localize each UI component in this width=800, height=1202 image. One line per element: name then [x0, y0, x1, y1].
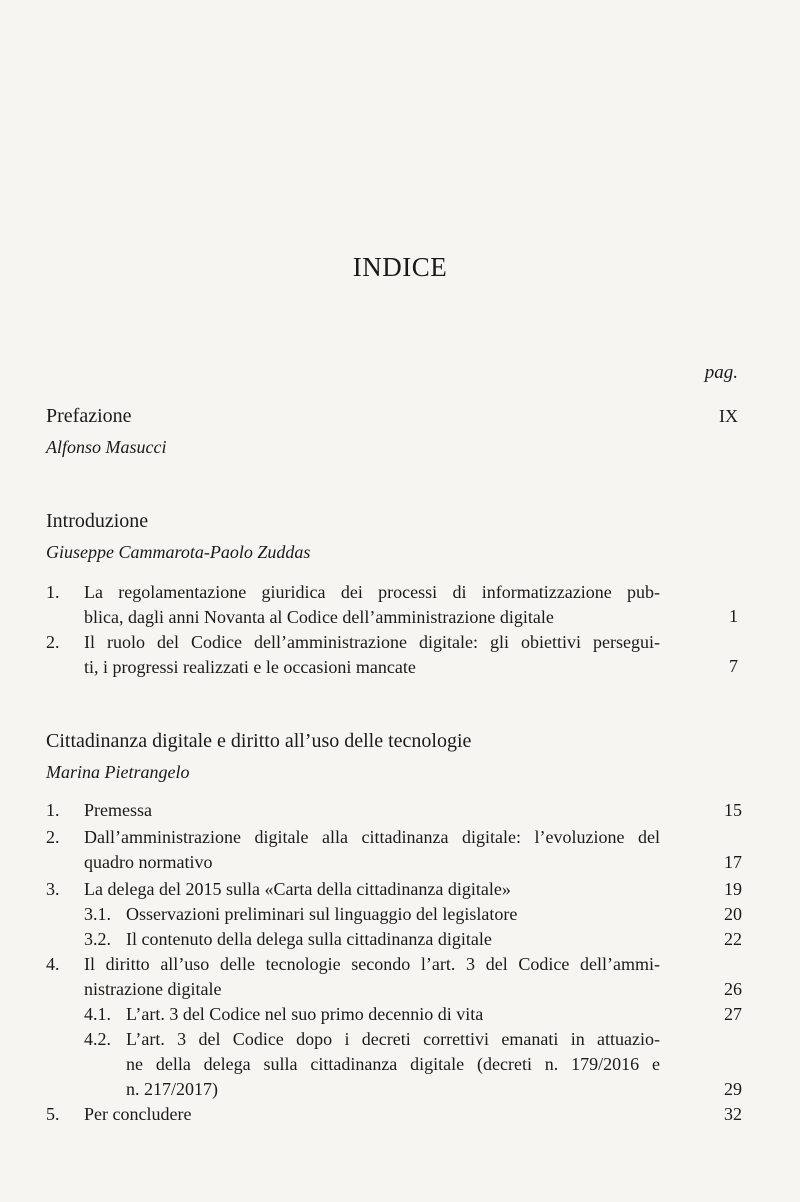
entry-title: Dall’amministrazione digitale alla cittadinanza digitale: l’evoluzione del	[84, 827, 660, 847]
page-number: 29	[724, 1079, 742, 1099]
entry-number: 4.	[46, 954, 60, 974]
section-author-cittadinanza: Marina Pietrangelo	[46, 762, 190, 782]
entry-title-cont: quadro normativo	[84, 852, 213, 872]
entry-title-cont: nistrazione digitale	[84, 979, 222, 999]
page-number: 17	[724, 852, 742, 872]
section-author-prefazione: Alfonso Masucci	[46, 437, 167, 457]
entry-title: La regolamentazione giuridica dei processi di informatizzazione pub-	[84, 582, 660, 602]
entry-number: 3.	[46, 879, 60, 899]
page-number: 26	[724, 979, 742, 999]
section-author-introduzione: Giuseppe Cammarota-Paolo Zuddas	[46, 542, 311, 562]
entry-title-cont: ti, i progressi realizzati e le occasioni mancate	[84, 657, 416, 677]
entry-number: 5.	[46, 1104, 60, 1124]
entry-title: La delega del 2015 sulla «Carta della cittadinanza digitale»	[84, 879, 511, 899]
subentry-title: Osservazioni preliminari sul linguaggio del legislatore	[126, 904, 518, 924]
page-column-label: pag.	[704, 362, 738, 383]
subentry-title-cont: ne della delega sulla cittadinanza digitale (decreti n. 179/2016 e	[126, 1054, 660, 1074]
subentry-number: 3.2.	[84, 929, 111, 949]
entry-number: 2.	[46, 827, 60, 847]
page-number: 7	[729, 656, 738, 676]
entry-number: 1.	[46, 582, 60, 602]
subentry-number: 4.1.	[84, 1004, 111, 1024]
entry-number: 1.	[46, 800, 60, 820]
section-title-introduzione: Introduzione	[46, 510, 149, 532]
entry-title: Il diritto all’uso delle tecnologie secondo l’art. 3 del Codice dell’ammi-	[84, 954, 660, 974]
subentry-number: 4.2.	[84, 1029, 111, 1049]
subentry-number: 3.1.	[84, 904, 111, 924]
section-title-prefazione: Prefazione	[46, 405, 132, 427]
entry-number: 2.	[46, 632, 60, 652]
page-number: IX	[719, 406, 738, 426]
subentry-title: Il contenuto della delega sulla cittadinanza digitale	[126, 929, 492, 949]
entry-title: Premessa	[84, 800, 152, 820]
page-number: 20	[724, 904, 742, 924]
section-title-cittadinanza: Cittadinanza digitale e diritto all’uso delle tecnologie	[46, 730, 472, 752]
page-number: 27	[724, 1004, 742, 1024]
entry-title: Per concludere	[84, 1104, 192, 1124]
subentry-title: L’art. 3 del Codice nel suo primo decennio di vita	[126, 1004, 484, 1024]
page-title: INDICE	[352, 252, 448, 282]
entry-title-cont: blica, dagli anni Novanta al Codice dell’amministrazione digitale	[84, 607, 554, 627]
page-number: 19	[724, 879, 742, 899]
page-number: 22	[724, 929, 742, 949]
subentry-title-cont: n. 217/2017)	[126, 1079, 218, 1099]
entry-title: Il ruolo del Codice dell’amministrazione digitale: gli obiettivi persegui-	[84, 632, 660, 652]
page-number: 32	[724, 1104, 742, 1124]
subentry-title: L’art. 3 del Codice dopo i decreti correttivi emanati in attuazio-	[126, 1029, 660, 1049]
page-number: 15	[724, 800, 742, 820]
page-number: 1	[729, 606, 738, 626]
